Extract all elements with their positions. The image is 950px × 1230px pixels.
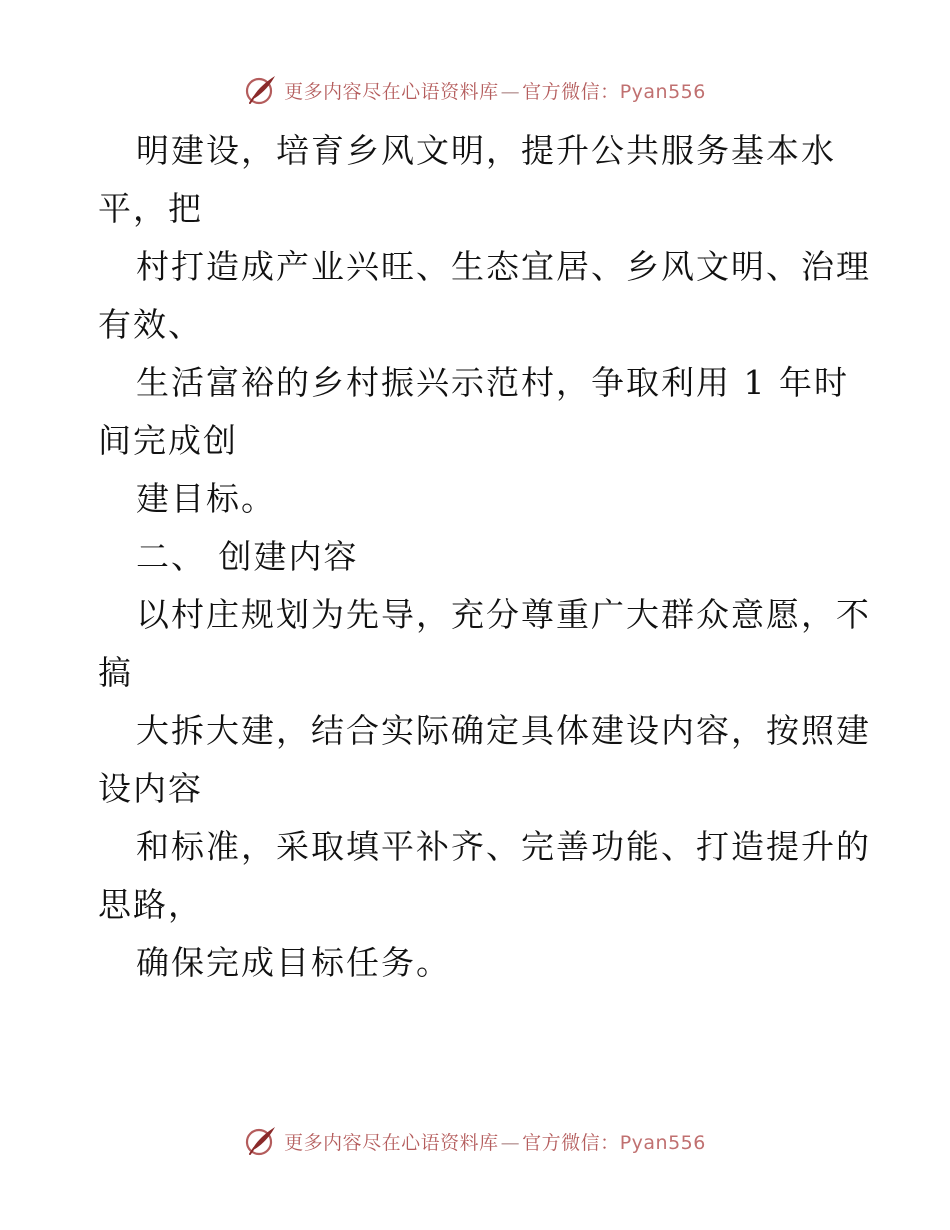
watermark-text	[284, 1128, 706, 1155]
watermark-contact-id: Pyan556	[619, 1131, 706, 1154]
section-heading: 二、 创建内容	[136, 537, 359, 576]
text-line: 大拆大建，结合实际确定具体建设内容，按照建	[136, 711, 871, 750]
text-line: 明建设，培育乡风文明，提升公共服务基本水	[136, 131, 836, 170]
text-line: 间完成创	[98, 421, 238, 460]
watermark-dash: —	[500, 80, 521, 103]
watermark-contact-id: Pyan556	[619, 80, 706, 103]
watermark-site-name: 更多内容尽在心语资料库	[284, 80, 499, 103]
watermark-site-name: 更多内容尽在心语资料库	[284, 1131, 499, 1154]
text-line: 生活富裕的乡村振兴示范村，争取利用 1 年时	[136, 363, 849, 402]
quill-pen-logo-icon	[244, 73, 278, 107]
text-line: 思路，	[98, 885, 203, 924]
text-line: 和标准，采取填平补齐、完善功能、打造提升的	[136, 827, 871, 866]
text-line: 村打造成产业兴旺、生态宜居、乡风文明、治理	[136, 247, 871, 286]
watermark-dash: —	[500, 1131, 521, 1154]
header-watermark	[0, 73, 950, 107]
text-line: 设内容	[98, 769, 203, 808]
text-line: 建目标。	[136, 479, 276, 518]
footer-watermark	[0, 1124, 950, 1158]
watermark-text	[284, 77, 706, 104]
document-body	[98, 122, 871, 992]
text-line: 平，把	[98, 189, 203, 228]
text-line: 确保完成目标任务。	[136, 943, 451, 982]
watermark-contact-label: 官方微信：	[522, 80, 620, 103]
watermark-contact-label: 官方微信：	[522, 1131, 620, 1154]
text-line: 有效、	[98, 305, 203, 344]
quill-pen-logo-icon	[244, 1124, 278, 1158]
text-line: 搞	[98, 653, 133, 692]
text-line: 以村庄规划为先导，充分尊重广大群众意愿，不	[136, 595, 871, 634]
